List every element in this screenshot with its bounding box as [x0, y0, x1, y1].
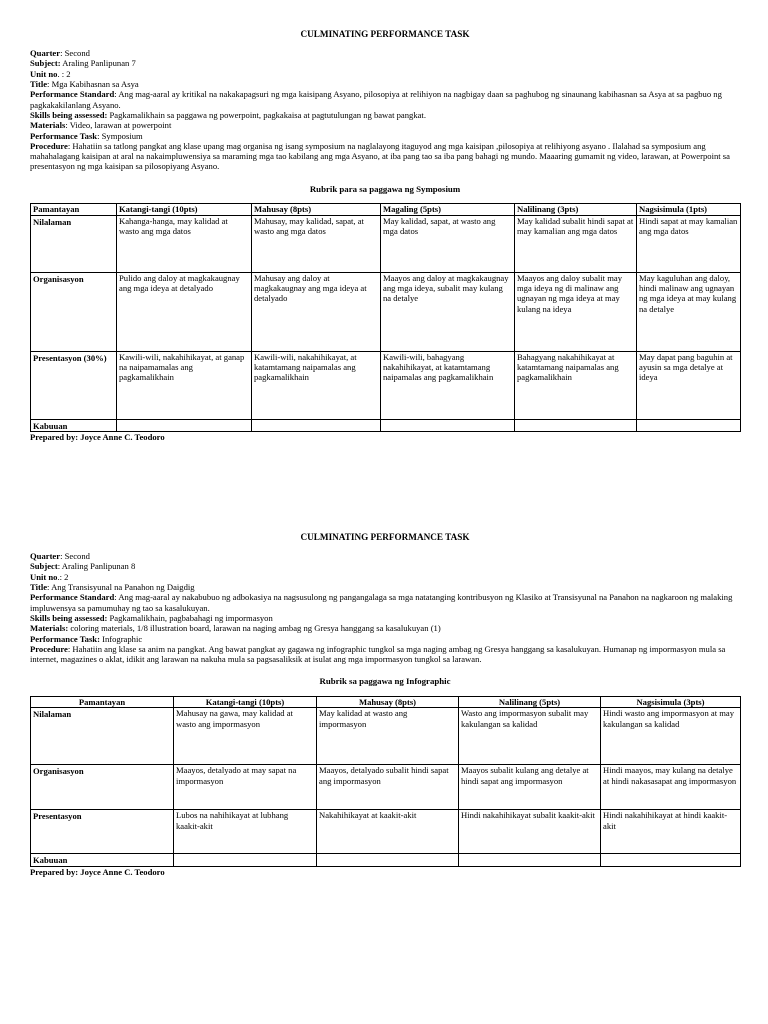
- header-nalilinang: Nalilinang (3pts): [515, 204, 637, 215]
- table-cell: Maayos, detalyado subalit hindi sapat ang impormasyon: [317, 765, 459, 810]
- quarter-field: Quarter: Second: [30, 48, 90, 59]
- prepared-by: Prepared by: Joyce Anne C. Teodoro: [30, 431, 165, 442]
- rubric-title: Rubrik para sa paggawa ng Symposium: [309, 183, 461, 194]
- table-cell: Maayos, detalyado at may sapat na impormasyon: [174, 765, 317, 810]
- unit-field: Unit no. : 2: [30, 68, 71, 79]
- header-pamantayan: Pamantayan: [31, 204, 117, 215]
- table-row-presentasyon: [31, 351, 741, 419]
- performance-standard-field: Performance Standard: Ang mag-aaral ay kritikal na nakakapagsuri ng mga kaisipang Asyano, pilosopiya at relihiyon na nagbigay daan sa paghubog ng sinaunang kabihasnan sa Asya at sa pagbuo ng pagkakakilanlang Asyano.: [30, 89, 722, 110]
- procedure-field: Procedure: Hahatiin ang klase sa anim na pangkat. Ang bawat pangkat ay gagawa ng infographic tungkol sa mga naging ambag ng Gresya hanggang sa kasalukuyan. Humanap ng impormasyon mula sa internet, magazines o aklat, idikit ang larawan na nakuha mula sa pagsasaliksik at isulat ang mga impormasyon tungkol sa larawan.: [30, 643, 726, 665]
- task-title: CULMINATING PERFORMANCE TASK: [300, 532, 470, 542]
- header-katangi-tangi: Katangi-tangi (10pts): [117, 204, 252, 215]
- table-cell: Hindi nakahihikayat subalit kaakit-akit: [459, 810, 601, 854]
- table-row-organisasyon: [31, 765, 741, 810]
- criterion-cell: Organisasyon: [31, 272, 117, 351]
- table-row-presentasyon: [31, 810, 741, 854]
- subject-field: Subject: Araling Panlipunan 7: [30, 58, 136, 69]
- header-katangi-tangi: Katangi-tangi (10pts): [174, 697, 317, 708]
- criterion-cell: Organisasyon: [31, 765, 174, 810]
- table-cell: May kalidad, sapat, at wasto ang mga datos: [381, 215, 515, 272]
- criterion-cell: Presentasyon (30%): [31, 351, 117, 419]
- performance-standard-field: Performance Standard: Ang mag-aaral ay nakabubuo ng adbokasiya na nagsusulong ng pangangalaga sa mga natatanging kontribusyon ng Klasiko at Transisyunal na Panahon na nagkaroon ng malaking impluwensya sa pamumuhay ng tao sa kasalukuyan.: [30, 592, 733, 613]
- header-magaling: Magaling (5pts): [381, 204, 515, 215]
- performance-task-field: Performance Task: Infographic: [30, 633, 143, 644]
- table-cell: [601, 854, 741, 866]
- header-nagsisimula: Nagsisimula (3pts): [601, 697, 741, 708]
- rubric-title: Rubrik sa paggawa ng Infographic: [319, 676, 451, 687]
- table-row-kabuuan: [31, 854, 741, 866]
- table-row-organisasyon: [31, 272, 741, 351]
- table-cell: Hindi wasto ang impormasyon at may kakulangan sa kalidad: [601, 708, 741, 765]
- table-cell: Kawili-wili, nakahihikayat, at ganap na naipamamalas ang pagkamalikhain: [117, 351, 252, 419]
- header-nagsisimula: Nagsisimula (1pts): [637, 204, 741, 215]
- table-header-row: [31, 697, 741, 708]
- table-cell: [381, 419, 515, 431]
- title-field: Title: Ang Transisyunal na Panahon ng Daigdig: [30, 581, 195, 592]
- unit-field: Unit no.: 2: [30, 571, 69, 582]
- table-cell: Maayos subalit kulang ang detalye at hindi sapat ang impormasyon: [459, 765, 601, 810]
- criterion-cell: Nilalaman: [31, 708, 174, 765]
- table-cell: Bahagyang nakahihikayat at katamtamang naipamalas ang pagkamalikhain: [515, 351, 637, 419]
- criterion-cell: Kabuuan: [31, 419, 117, 431]
- table-cell: Nakahihikayat at kaakit-akit: [317, 810, 459, 854]
- table-cell: Mahusay, may kalidad, sapat, at wasto ang mga datos: [252, 215, 381, 272]
- prepared-by: Prepared by: Joyce Anne C. Teodoro: [30, 866, 165, 877]
- header-mahusay: Mahusay (8pts): [252, 204, 381, 215]
- table-row-nilalaman: [31, 215, 741, 272]
- skills-field: Skills being assessed: Pagkamalikhain sa paggawa ng powerpoint, pagkakaisa at pagtutulungan ng bawat pangkat.: [30, 109, 426, 120]
- quarter-field: Quarter: Second: [30, 551, 90, 562]
- task-section-ap8: [30, 532, 740, 877]
- subject-field: Subject: Araling Panlipunan 8: [30, 561, 136, 572]
- materials-field: Materials: Video, larawan at powerpoint: [30, 120, 172, 131]
- table-cell: [637, 419, 741, 431]
- task-section-ap7: [30, 29, 740, 442]
- task-title: CULMINATING PERFORMANCE TASK: [300, 29, 470, 39]
- rubric-table: [30, 203, 741, 432]
- table-cell: [515, 419, 637, 431]
- table-cell: [459, 854, 601, 866]
- table-cell: Mahusay ang daloy at magkakaugnay ang mga ideya at detalyado: [252, 272, 381, 351]
- table-row-nilalaman: [31, 708, 741, 765]
- table-header-row: [31, 204, 741, 215]
- criterion-cell: Presentasyon: [31, 810, 174, 854]
- table-cell: Kahanga-hanga, may kalidad at wasto ang mga datos: [117, 215, 252, 272]
- table-cell: Hindi maayos, may kulang na detalye at hindi nakasasapat ang impormasyon: [601, 765, 741, 810]
- table-cell: Maayos ang daloy at magkakaugnay ang mga ideya, subalit may kulang na detalye: [381, 272, 515, 351]
- procedure-field: Procedure: Hahatiin sa tatlong pangkat ang klase upang mag organisa ng isang symposium na naglalayong itaguyod ang mga kaisipan ,pilosopiya at relihiyong asyano . Ilalahad sa symposium ang mahahalagang kaisipan at aral na nakaimpluwensiya sa maraming mga tao kabilang ang mga Asyano, at iba pang tao sa iba pang bahagi ng mundo. Maaaring gumamit ng video, larawan, at Powerpoint sa presentasyon ng mga kaisipan sa pilosopiyang Asyano.: [30, 140, 730, 172]
- table-cell: Kawili-wili, nakahihikayat, at katamtamang naipamalas ang pagkamalikhain: [252, 351, 381, 419]
- table-cell: May dapat pang baguhin at ayusin sa mga detalye at ideya: [637, 351, 741, 419]
- table-cell: Mahusay na gawa, may kalidad at wasto ang impormasyon: [174, 708, 317, 765]
- table-cell: Hindi sapat at may kamalian ang mga datos: [637, 215, 741, 272]
- header-pamantayan: Pamantayan: [31, 697, 174, 708]
- table-cell: May kalidad subalit hindi sapat at may kamalian ang mga datos: [515, 215, 637, 272]
- table-cell: [252, 419, 381, 431]
- title-field: Title: Mga Kabihasnan sa Asya: [30, 78, 139, 89]
- rubric-table: [30, 696, 741, 867]
- table-cell: [117, 419, 252, 431]
- table-cell: Hindi nakahihikayat at hindi kaakit-akit: [601, 810, 741, 854]
- table-cell: May kalidad at wasto ang impormasyon: [317, 708, 459, 765]
- table-row-kabuuan: [31, 419, 741, 431]
- criterion-cell: Nilalaman: [31, 215, 117, 272]
- table-cell: [174, 854, 317, 866]
- header-nalilinang: Nalilinang (5pts): [459, 697, 601, 708]
- table-cell: Pulido ang daloy at magkakaugnay ang mga ideya at detalyado: [117, 272, 252, 351]
- table-cell: Kawili-wili, bahagyang nakahihikayat, at katamtamang naipamalas ang pagkamalikhain: [381, 351, 515, 419]
- skills-field: Skills being assessed: Pagkamalikhain, pagbabahagi ng impormasyon: [30, 612, 273, 623]
- materials-field: Materials: coloring materials, 1/8 illustration board, larawan na naging ambag ng Gresya hanggang sa kasalukuyan (1): [30, 623, 441, 634]
- table-cell: [317, 854, 459, 866]
- header-mahusay: Mahusay (8pts): [317, 697, 459, 708]
- table-cell: Wasto ang impormasyon subalit may kakulangan sa kalidad: [459, 708, 601, 765]
- criterion-cell: Kabuuan: [31, 854, 174, 866]
- table-cell: May kaguluhan ang daloy, hindi malinaw ang ugnayan ng mga ideya at may kulang na detalye: [637, 272, 741, 351]
- table-cell: Lubos na nahihikayat at lubhang kaakit-akit: [174, 810, 317, 854]
- performance-task-field: Performance Task: Symposium: [30, 130, 143, 141]
- table-cell: Maayos ang daloy subalit may mga ideya ng di malinaw ang ugnayan ng mga ideya at may kulang na ideya: [515, 272, 637, 351]
